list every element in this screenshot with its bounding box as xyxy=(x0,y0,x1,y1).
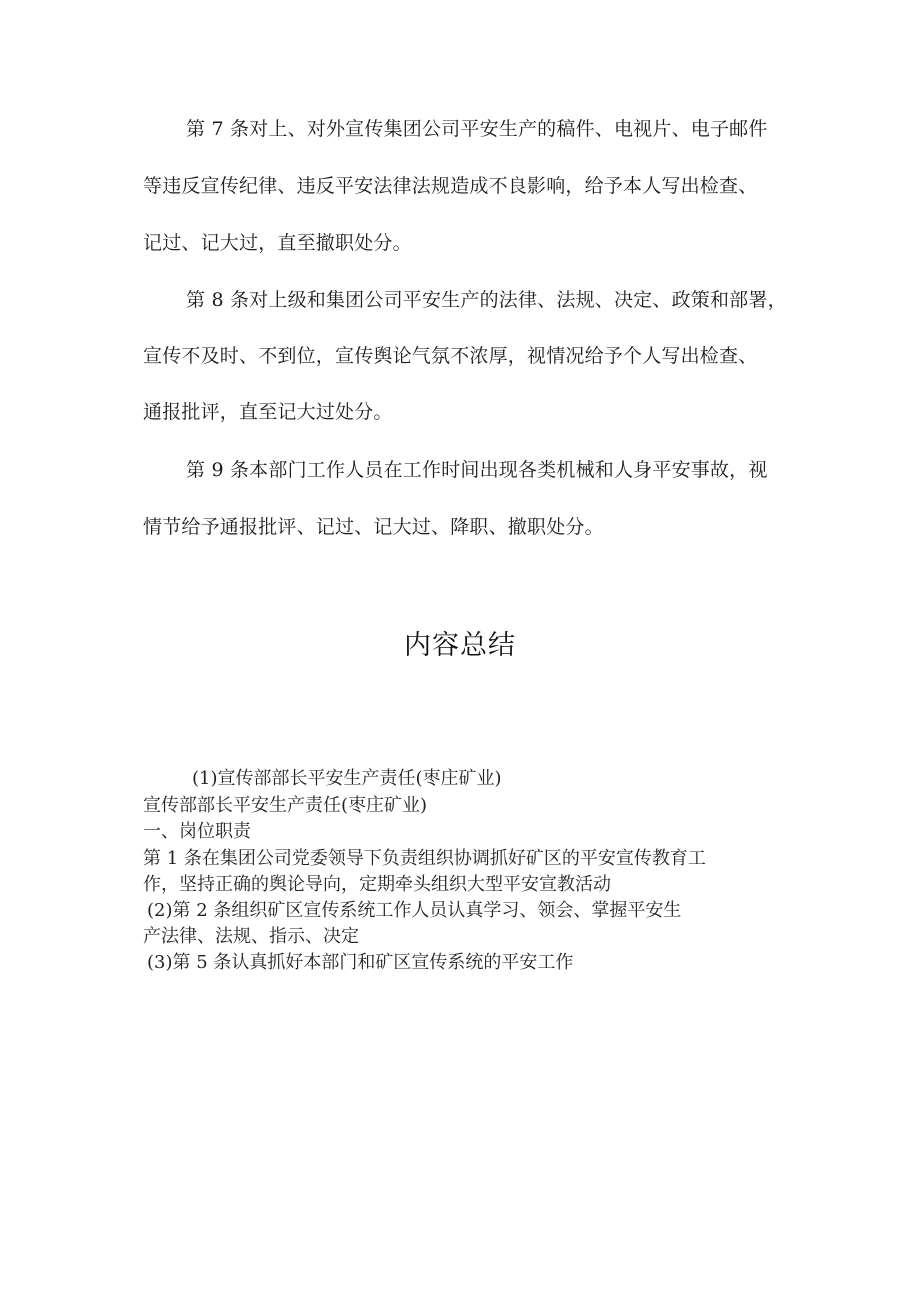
summary-title: 内容总结 xyxy=(404,630,516,661)
article-7-line-2: 等违反宣传纪律、违反平安法律法规造成不良影响，给予本人写出检查、 xyxy=(143,175,758,197)
article-7-line-3: 记过、记大过，直至撤职处分。 xyxy=(143,232,412,254)
article-8-line-1: 第 8 条对上级和集团公司平安生产的法律、法规、决定、政策和部署， xyxy=(186,289,787,311)
summary-line-8: (3)第 5 条认真抓好本部门和矿区宣传系统的平安工作 xyxy=(147,952,574,973)
summary-line-2: 宣传部部长平安生产责任(枣庄矿业) xyxy=(143,795,428,816)
summary-line-3: 一、岗位职责 xyxy=(143,821,251,842)
summary-line-7: 产法律、法规、指示、决定 xyxy=(143,926,359,947)
article-9-line-1: 第 9 条本部门工作人员在工作时间出现各类机械和人身平安事故，视 xyxy=(186,459,768,481)
article-9-line-2: 情节给予通报批评、记过、记大过、降职、撤职处分。 xyxy=(143,516,604,538)
summary-line-1: (1)宣传部部长平安生产责任(枣庄矿业) xyxy=(192,768,502,789)
summary-line-4: 第 1 条在集团公司党委领导下负责组织协调抓好矿区的平安宣传教育工 xyxy=(143,848,706,869)
summary-line-6: (2)第 2 条组织矿区宣传系统工作人员认真学习、领会、掌握平安生 xyxy=(147,900,682,921)
article-8-line-2: 宣传不及时、不到位，宣传舆论气氛不浓厚，视情况给予个人写出检查、 xyxy=(143,345,758,367)
summary-line-5: 作，坚持正确的舆论导向，定期牵头组织大型平安宣教活动 xyxy=(143,874,611,895)
article-8-line-3: 通报批评，直至记大过处分。 xyxy=(143,401,393,423)
article-7-line-1: 第 7 条对上、对外宣传集团公司平安生产的稿件、电视片、电子邮件 xyxy=(186,118,768,140)
